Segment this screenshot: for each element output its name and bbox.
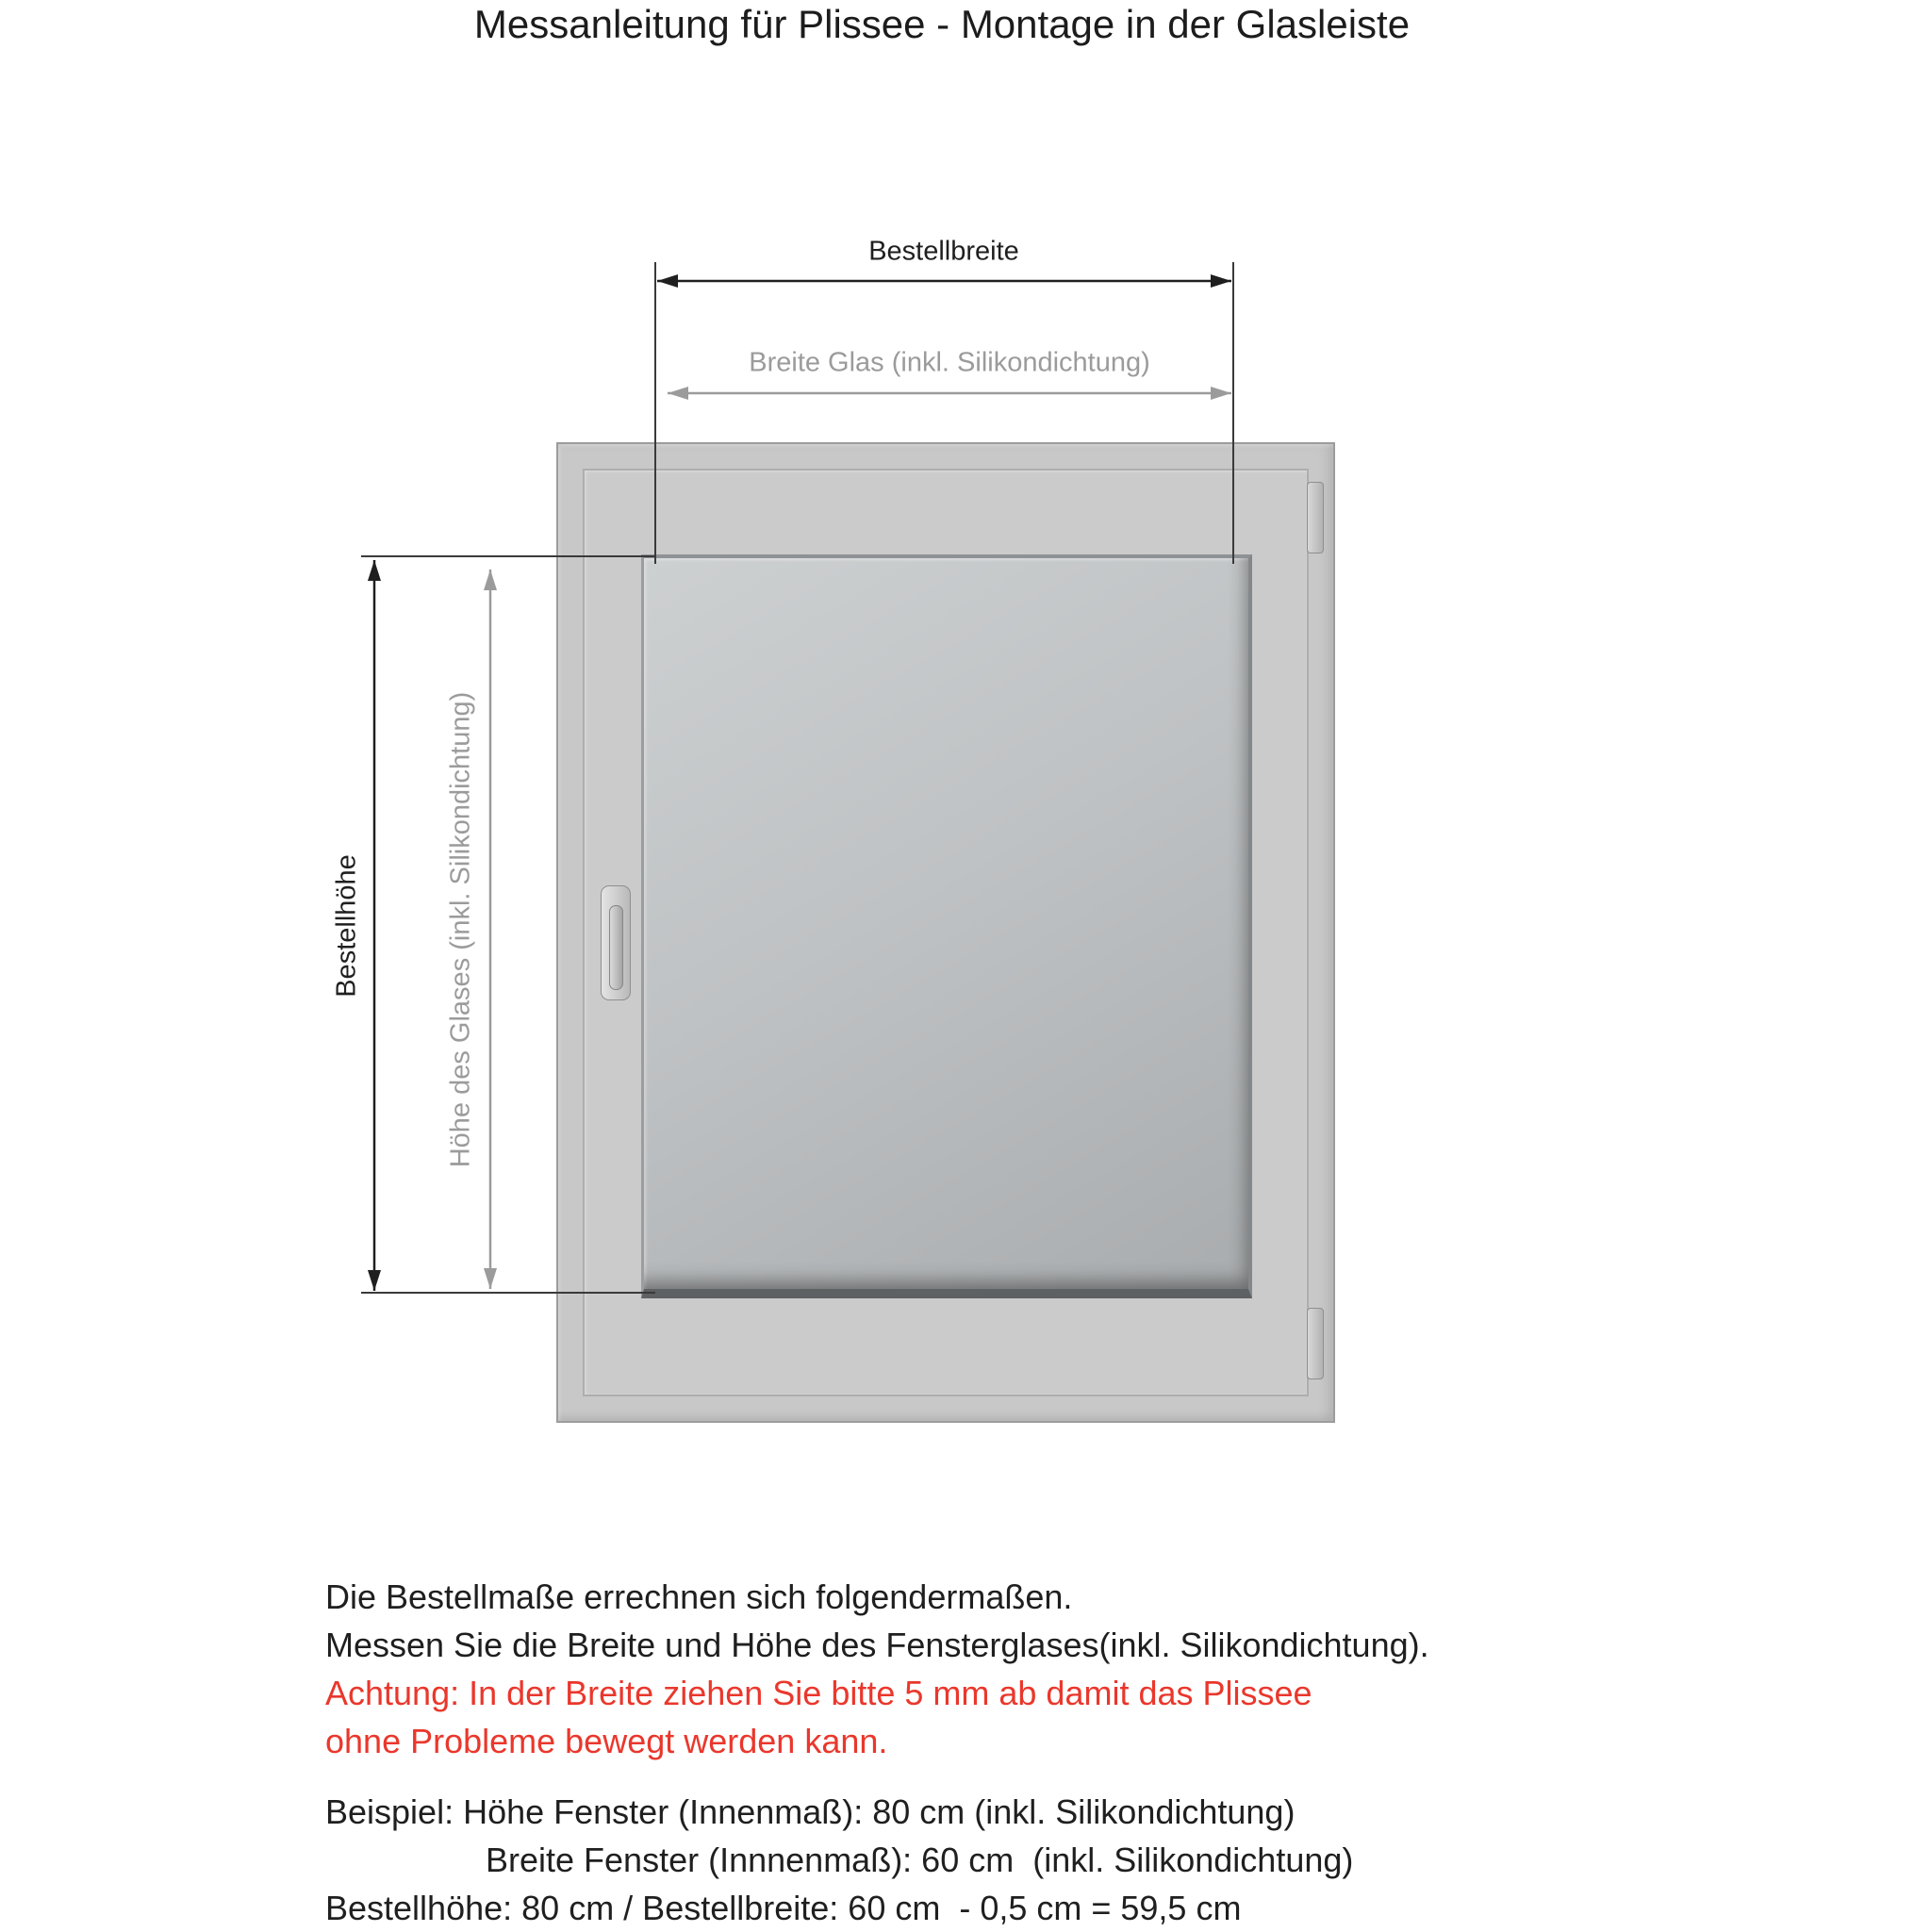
window-handle <box>601 885 631 1000</box>
window-handle-grip <box>609 905 623 990</box>
page-title: Messanleitung für Plissee - Montage in der Glasleiste <box>473 2 1411 46</box>
window-hinge-bottom <box>1307 1308 1324 1379</box>
instruction-intro-line: Messen Sie die Breite und Höhe des Fensterglases(inkl. Silikondichtung). <box>325 1626 1429 1664</box>
glass-height-label: Höhe des Glases (inkl. Silikondichtung) <box>445 691 476 1168</box>
example-line: Beispiel: Höhe Fenster (Innenmaß): 80 cm (inkl. Silikondichtung) <box>325 1792 1296 1831</box>
instruction-warning-line: ohne Probleme bewegt werden kann. <box>325 1722 888 1760</box>
example-block <box>325 1788 1893 1932</box>
glass-width-label: Breite Glas (inkl. Silikondichtung) <box>749 347 1150 378</box>
instructions-text <box>325 1573 1893 1932</box>
order-height-label: Bestellhöhe <box>331 854 362 998</box>
instruction-warning-line: Achtung: In der Breite ziehen Sie bitte 5 mm ab damit das Plissee <box>325 1674 1312 1712</box>
example-line: Breite Fenster (Innnenmaß): 60 cm (inkl. Silikondichtung) <box>486 1841 1354 1879</box>
example-line: Bestellhöhe: 80 cm / Bestellbreite: 60 cm - 0,5 cm = 59,5 cm <box>325 1889 1242 1927</box>
order-width-label: Bestellbreite <box>868 236 1019 267</box>
window-glass <box>641 554 1252 1298</box>
window-frame <box>556 442 1335 1423</box>
window-hinge-top <box>1307 482 1324 553</box>
instruction-intro-line: Die Bestellmaße errechnen sich folgendermaßen. <box>325 1577 1073 1616</box>
